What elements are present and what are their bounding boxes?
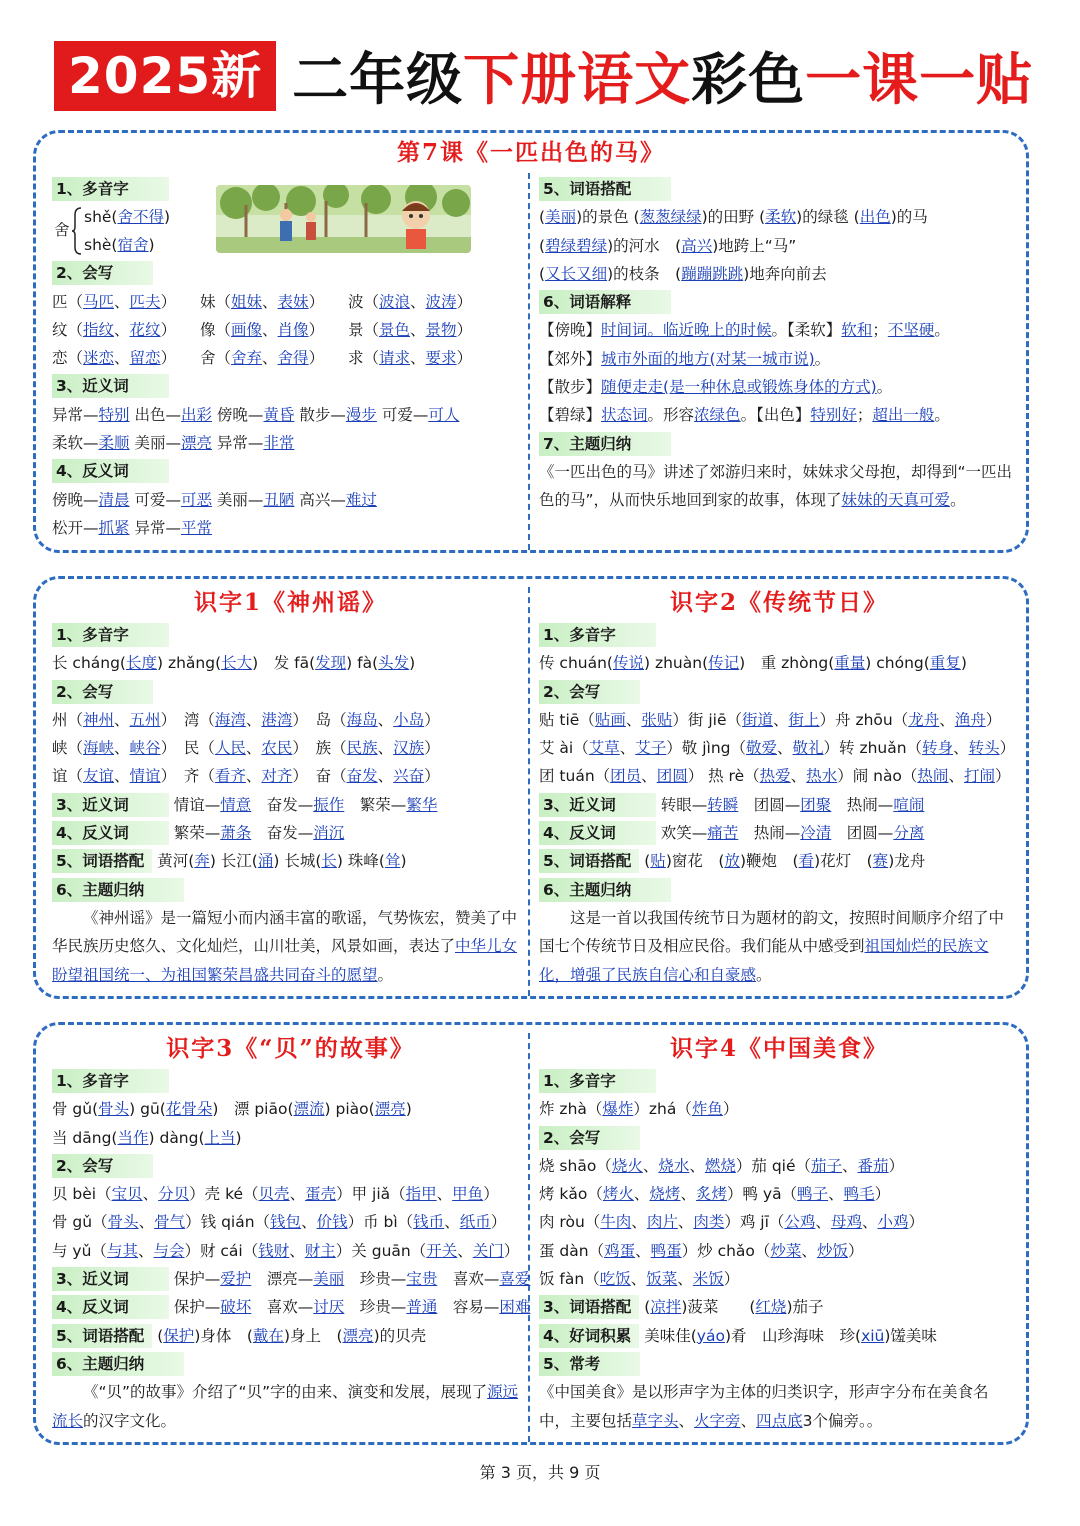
key-term: 祖国灿烂的民族文化，增强了民族自信心和自豪感 <box>539 937 989 984</box>
polyphone-line: 炸 zhà（爆炸）zhá（炸鱼） <box>539 1100 739 1119</box>
key-term: 清晨 <box>98 490 130 509</box>
section-heading: 6、主题归纳 <box>539 878 671 902</box>
key-term: 与会 <box>153 1241 185 1260</box>
key-term: 鸭蛋 <box>650 1241 682 1260</box>
key-term: 指纹 <box>83 320 115 339</box>
key-term: 海湾 <box>214 710 246 729</box>
writing-line: 团 tuán（团员、团圆） 热 rè（热爱、热水）闹 nào（热闹、打闹） <box>539 767 1011 786</box>
definition-line: 【散步】随便走走(是一种休息或锻炼身体的方式)。 <box>539 378 893 397</box>
key-term: 四点底 <box>756 1411 803 1430</box>
key-term: 炒菜 <box>770 1241 802 1260</box>
key-term: 景物 <box>425 320 457 339</box>
key-term: 爱护 <box>220 1270 252 1289</box>
section-heading: 3、词语搭配 <box>539 1295 639 1319</box>
literacy4-column: 识字4《中国美食》 1、多音字 炸 zhà（爆炸）zhá（炸鱼） 2、会写 烧 shāo（烧火、烧水、燃烧）茄 qié（茄子、番茄） 烤 kǎo（烤火、烧烤、炙烤）鸭 yā（鸭子、鸭毛） 肉 ròu（牛肉、肉片、肉类）鸡 jī（公鸡、母鸡、小鸡） 蛋 dàn（鸡蛋、鸭蛋）炒 chǎo（炒菜、炒饭） 饭 fàn（吃饭、饭菜、米饭） 3、词语搭配 (凉拌)菠菜 (红烧)茄子 4、好词积累 美味佳(yáo)肴 山珍海味 珍(xiū)馐美味 5、常考 《中国美食》是以形声字为主体的归类识字，形声字分布在美食名中，主要包括草字头、火字旁、四点底3个偏旁。。 <box>529 1025 1029 1442</box>
key-term: 团聚 <box>800 795 832 814</box>
key-term: 转身 <box>922 739 954 758</box>
key-term: 五州 <box>129 710 161 729</box>
theme-paragraph: 《神州谣》是一篇短小而内涵丰富的歌谣，气势恢宏，赞美了中华民族历史悠久、文化灿烂，山川壮美，风景如画，表达了中华儿女盼望祖国统一、为祖国繁荣昌盛共同奋斗的愿望。 <box>52 908 518 984</box>
writing-line: 烧 shāo（烧火、烧水、燃烧）茄 qié（茄子、番茄） <box>539 1156 905 1175</box>
key-term: 匹夫 <box>129 292 161 311</box>
definition-line: 【傍晚】时间词。临近晚上的时候。【柔软】软和；不坚硬。 <box>539 321 950 340</box>
key-term: 钱币 <box>413 1213 445 1232</box>
key-term: 情意 <box>220 795 252 814</box>
key-term: 转头 <box>968 739 1000 758</box>
key-term: 又长又细 <box>545 264 608 283</box>
key-term: 黄昏 <box>263 405 295 424</box>
page-header <box>54 40 1033 112</box>
collocation-line: (碧绿碧绿)的河水 (高兴)地跨上“马” <box>539 236 797 255</box>
key-term: 请求 <box>379 349 411 368</box>
key-term: 热水 <box>806 767 838 786</box>
key-term: 看齐 <box>214 767 246 786</box>
key-term: 冷清 <box>800 824 832 843</box>
section-heading: 4、反义词 <box>52 1295 169 1319</box>
key-term: 传记 <box>708 654 740 673</box>
section-heading: 4、反义词 <box>52 459 169 483</box>
writing-line: 峡（海峡、峡谷） 民（人民、农民） 族（民族、汉族） <box>52 739 440 758</box>
key-term: 可人 <box>428 405 460 424</box>
lesson7-writing-list <box>52 288 529 373</box>
key-term: 花纹 <box>129 320 161 339</box>
section-heading: 2、会写 <box>52 261 153 285</box>
section-heading: 4、好词积累 <box>539 1324 639 1348</box>
key-term: 漫步 <box>345 405 377 424</box>
key-term: 纸币 <box>459 1213 491 1232</box>
page-footer: 第 3 页，共 9 页 <box>479 1463 601 1482</box>
key-term: 舍得 <box>277 349 309 368</box>
lesson7-box <box>33 130 1029 553</box>
key-term: 牛肉 <box>600 1213 632 1232</box>
key-term: 吃饭 <box>599 1270 631 1289</box>
key-term: 骨头 <box>107 1213 139 1232</box>
key-term: 神州 <box>83 710 115 729</box>
collocation-line: (美丽)的景色 (葱葱绿绿)的田野 (柔软)的绿毯 (出色)的马 <box>539 208 928 227</box>
theme-paragraph: 《一匹出色的马》讲述了郊游归来时，妹妹求父母抱，却得到“一匹出色的马”，从而快乐地回到家的故事，体现了妹妹的天真可爱。 <box>539 462 1013 510</box>
key-term: 耸 <box>384 852 401 871</box>
section-heading: 3、近义词 <box>52 374 169 398</box>
key-term: 峡谷 <box>129 739 161 758</box>
key-term: 传说 <box>612 654 644 673</box>
key-term: 贴 <box>650 852 666 871</box>
key-term: 波浪 <box>379 292 411 311</box>
key-term: 丑陋 <box>263 490 295 509</box>
section-heading: 2、会写 <box>52 1154 153 1178</box>
writing-line: 与 yǔ（与其、与会）财 cái（钱财、财主）关 guān（开关、关门） <box>52 1241 520 1260</box>
brace-icon <box>72 207 82 255</box>
key-term: 破坏 <box>220 1298 252 1317</box>
key-term: 漂亮 <box>180 434 212 453</box>
section-heading: 1、多音字 <box>52 1069 169 1093</box>
key-term: 炙烤 <box>695 1185 727 1204</box>
writing-line: 烤 kǎo（烤火、烧烤、炙烤）鸭 yā（鸭子、鸭毛） <box>539 1185 891 1204</box>
key-term: 友谊 <box>83 767 115 786</box>
key-term: 港湾 <box>261 710 293 729</box>
theme-paragraph: 《“贝”的故事》介绍了“贝”字的由来、演变和发展，展现了源远流长的汉字文化。 <box>52 1383 519 1430</box>
key-term: 奋发 <box>346 767 378 786</box>
key-term: 肉类 <box>693 1213 725 1232</box>
key-term: 小鸡 <box>877 1213 909 1232</box>
key-term: 公鸡 <box>784 1213 816 1232</box>
key-term: 与其 <box>106 1241 138 1260</box>
key-term: 海峡 <box>83 739 115 758</box>
literacy2-column: 识字2《传统节日》 1、多音字 传 chuán(传说) zhuàn(传记) 重 zhòng(重量) chóng(重复) 2、会写 贴 tiē（贴画、张贴）街 jiē（街道、街上）舟 zhōu（龙舟、渔舟） 艾 ài（艾草、艾子）敬 jìng（敬爱、敬礼）转 zhuǎn（转身、转头） 团 tuán（团员、团圆） 热 rè（热爱、热水）闹 nào（热闹、打闹） 3、近义词 转眼—转瞬 团圆—团聚 热闹—喧闹 4、反义词 欢笑—痛苦 热闹—冷清 团圆—分离 5、词语搭配 (贴)窗花 (放)鞭炮 (看)花灯 (赛)龙舟 6、主题归纳 这是一首以我国传统节日为题材的韵文，按照时间顺序介绍了中国七个传统节日及相应民俗。我们能从中感受到祖国灿烂的民族文化，增强了民族自信心和自豪感。 <box>529 579 1029 996</box>
key-term: 蹦蹦跳跳 <box>681 264 744 283</box>
key-term: 烧烤 <box>649 1185 681 1204</box>
key-term: 汉族 <box>393 739 425 758</box>
key-term: 高兴 <box>681 236 713 255</box>
writing-line: 匹（马匹、匹夫） 妹（姐妹、表妹） 波（波浪、波涛） <box>52 292 473 311</box>
key-term: 涌 <box>257 852 274 871</box>
lesson7-title: 第7课《一匹出色的马》 <box>396 139 665 166</box>
key-term: 萧条 <box>220 824 252 843</box>
key-term: 火字旁 <box>694 1411 741 1430</box>
key-term: 分贝 <box>158 1185 190 1204</box>
writing-line: 恋（迷恋、留恋） 舍（舍弃、舍得） 求（请求、要求） <box>52 349 473 368</box>
polyphone-line: 长 cháng(长度) zhǎng(长大) 发 fā(发现) fà(头发) <box>52 654 416 673</box>
antonym-line: 松开—抓紧 异常—平常 <box>52 518 212 537</box>
key-term: 凉拌 <box>650 1298 682 1317</box>
key-term: 小岛 <box>393 710 425 729</box>
key-term: 骨气 <box>154 1213 186 1232</box>
key-term: 价钱 <box>316 1213 348 1232</box>
section-heading: 1、多音字 <box>52 177 169 201</box>
key-term: 平常 <box>180 518 212 537</box>
key-term: 骨头 <box>98 1100 130 1119</box>
key-term: 可恶 <box>180 490 212 509</box>
key-term: 热闹 <box>917 767 949 786</box>
key-term: 非常 <box>263 434 295 453</box>
key-term: 发现 <box>315 654 347 673</box>
writing-line: 骨 gǔ（骨头、骨气）钱 qián（钱包、价钱）币 bì（钱币、纸币） <box>52 1213 507 1232</box>
key-term: 城市外面的地方(对某一城市说) <box>601 349 815 368</box>
key-term: 热爱 <box>759 767 791 786</box>
section-heading: 7、主题归纳 <box>539 432 671 456</box>
key-term: 特别好 <box>810 406 857 425</box>
section-heading: 2、会写 <box>539 680 640 704</box>
section-heading: 3、近义词 <box>52 1267 169 1291</box>
key-term: 母鸡 <box>830 1213 862 1232</box>
key-term: 柔软 <box>765 208 797 227</box>
antonym-line: 傍晚—清晨 可爱—可恶 美丽—丑陋 高兴—难过 <box>52 490 377 509</box>
key-term: 街上 <box>788 710 820 729</box>
key-term: 爆炸 <box>602 1100 634 1119</box>
key-term: 贴画 <box>594 710 626 729</box>
key-term: 放 <box>724 852 740 871</box>
writing-line: 州（神州、五州） 湾（海湾、港湾） 岛（海岛、小岛） <box>52 710 440 729</box>
key-term: 抓紧 <box>98 518 130 537</box>
key-term: 长 <box>321 852 337 871</box>
key-term: 漂亮 <box>374 1100 406 1119</box>
key-term: 上当 <box>204 1128 236 1147</box>
section-heading: 4、反义词 <box>52 821 169 845</box>
polyphone-line: 当 dāng(当作) dàng(上当) <box>52 1128 242 1147</box>
section-heading: 1、多音字 <box>52 623 169 647</box>
key-term: 看 <box>798 852 815 871</box>
literacy2-title: 识字2《传统节日》 <box>669 589 888 616</box>
key-term: yáo <box>696 1326 725 1345</box>
key-term: 团员 <box>610 767 642 786</box>
key-term: 重量 <box>834 654 866 673</box>
key-term: 情谊 <box>129 767 161 786</box>
key-term: 贝壳 <box>258 1185 290 1204</box>
synonym-line: 异常—特别 出色—出彩 傍晚—黄昏 散步—漫步 可爱—可人 <box>52 405 460 424</box>
definition-line: 【碧绿】状态词。形容浓绿色。【出色】特别好；超出一般。 <box>539 406 950 425</box>
key-term: 困难 <box>499 1298 531 1317</box>
theme-paragraph: 《中国美食》是以形声字为主体的归类识字，形声字分布在美食名中，主要包括草字头、火字旁、四点底3个偏旁。。 <box>539 1383 989 1430</box>
key-term: 燃烧 <box>704 1156 736 1175</box>
key-term: 状态词 <box>601 406 648 425</box>
lesson7-right <box>529 133 1029 550</box>
writing-line: 纹（指纹、花纹） 像（画像、肖像） 景（景色、景物） <box>52 320 473 339</box>
key-term: 开关 <box>426 1241 458 1260</box>
section-heading: 2、会写 <box>539 1126 640 1150</box>
literacy34-box <box>33 1022 1029 1445</box>
literacy1-title: 识字1《神州谣》 <box>193 589 387 616</box>
key-term: 表妹 <box>277 292 309 311</box>
key-term: 宝贝 <box>111 1185 143 1204</box>
section-heading: 5、词语搭配 <box>539 177 671 201</box>
key-term: 振作 <box>313 795 345 814</box>
key-term: 出彩 <box>180 405 212 424</box>
key-term: 打闹 <box>963 767 995 786</box>
key-term: 长大 <box>221 654 253 673</box>
key-term: 出色 <box>859 208 891 227</box>
key-term: 漂亮 <box>342 1326 374 1345</box>
key-term: 甲鱼 <box>452 1185 484 1204</box>
key-term: 炸鱼 <box>691 1100 723 1119</box>
key-term: 不坚硬 <box>887 321 935 340</box>
key-term: 炒饭 <box>816 1241 848 1260</box>
key-term: 对齐 <box>261 767 293 786</box>
section-heading: 5、常考 <box>539 1352 640 1376</box>
key-term: 民族 <box>346 739 378 758</box>
polyphone-line: 传 chuán(传说) zhuàn(传记) 重 zhòng(重量) chóng(重复) <box>539 654 967 673</box>
key-term: 关门 <box>472 1241 504 1260</box>
key-term: 特别 <box>98 405 130 424</box>
key-term: 浓绿色 <box>694 406 741 425</box>
key-term: 农民 <box>261 739 293 758</box>
key-term: 戴在 <box>252 1326 284 1345</box>
key-term: 漂流 <box>293 1100 325 1119</box>
definition-line: 【郊外】城市外面的地方(对某一城市说)。 <box>539 349 831 368</box>
key-term: 美丽 <box>313 1270 345 1289</box>
key-term: 指甲 <box>405 1185 437 1204</box>
key-term: 软和 <box>841 321 873 340</box>
key-term: 海岛 <box>346 710 378 729</box>
key-term: 留恋 <box>129 349 161 368</box>
writing-line: 艾 ài（艾草、艾子）敬 jìng（敬爱、敬礼）转 zhuǎn（转身、转头） <box>539 739 1016 758</box>
writing-line: 贴 tiē（贴画、张贴）街 jiē（街道、街上）舟 zhōu（龙舟、渔舟） <box>539 710 1002 729</box>
key-term: 渔舟 <box>954 710 986 729</box>
literacy3-column: 识字3《“贝”的故事》 1、多音字 骨 gǔ(骨头) gū(花骨朵) 漂 piāo(漂流) piào(漂亮) 当 dāng(当作) dàng(上当) 2、会写 贝 bèi（宝贝、分贝）壳 ké（贝壳、蛋壳）甲 jiǎ（指甲、甲鱼） 骨 gǔ（骨头、骨气）钱 qián（钱包、价钱）币 bì（钱币、纸币） 与 yǔ（与其、与会）财 cái（钱财、财主）关 guān（开关、关门） 3、近义词 保护—爱护 漂亮—美丽 珍贵—宝贵 喜欢—喜爱 4、反义词 保护—破坏 喜欢—讨厌 珍贵—普通 容易—困难 5、词语搭配 (保护)身体 (戴在)身上 (漂亮)的贝壳 6、主题归纳 《“贝”的故事》介绍了“贝”字的由来、演变和发展，展现了源远流长的汉字文化。 <box>36 1025 529 1442</box>
key-term: 美丽 <box>545 208 577 227</box>
key-term: 团圆 <box>656 767 688 786</box>
key-term: 敬爱 <box>745 739 777 758</box>
section-heading: 3、近义词 <box>52 793 169 817</box>
writing-line: 贝 bèi（宝贝、分贝）壳 ké（贝壳、蛋壳）甲 jiǎ（指甲、甲鱼） <box>52 1185 499 1204</box>
polyphone-line: 骨 gǔ(骨头) gū(花骨朵) 漂 piāo(漂流) piào(漂亮) <box>52 1100 412 1119</box>
key-term: 马匹 <box>83 292 115 311</box>
key-term: 烤火 <box>602 1185 634 1204</box>
writing-line: 蛋 dàn（鸡蛋、鸭蛋）炒 chǎo（炒菜、炒饭） <box>539 1241 864 1260</box>
writing-line: 谊（友谊、情谊） 齐（看齐、对齐） 奋（奋发、兴奋） <box>52 767 440 786</box>
key-term: 饭菜 <box>646 1270 678 1289</box>
key-term: 肉片 <box>646 1213 678 1232</box>
key-term: 红烧 <box>755 1298 787 1317</box>
key-term: 迷恋 <box>83 349 115 368</box>
literacy12-box <box>33 576 1029 999</box>
section-heading: 2、会写 <box>52 680 153 704</box>
lesson7-left <box>36 133 529 550</box>
key-term: 舍弃 <box>231 349 263 368</box>
literacy1-column: 识字1《神州谣》 1、多音字 长 cháng(长度) zhǎng(长大) 发 fā(发现) fà(头发) 2、会写 州（神州、五州） 湾（海湾、港湾） 岛（海岛、小岛） 峡（海峡、峡谷） 民（人民、农民） 族（民族、汉族） 谊（友谊、情谊） 齐（看齐、对齐） 奋（奋发、兴奋） 3、近义词 情谊—情意 奋发—振作 繁荣—繁华 4、反义词 繁荣—萧条 奋发—消沉 5、词语搭配 黄河(奔) 长江(涌) 长城(长) 珠峰(耸) 6、主题归纳 《神州谣》是一篇短小而内涵丰富的歌谣，气势恢宏，赞美了中华民族历史悠久、文化灿烂，山川壮美，风景如画，表达了中华儿女盼望祖国统一、为祖国繁荣昌盛共同奋斗的愿望。 <box>36 579 529 996</box>
key-term: 妹妹的天真可爱 <box>841 491 951 510</box>
key-term: 米饭 <box>692 1270 724 1289</box>
key-term: 分离 <box>893 824 925 843</box>
key-term: 超出一般 <box>872 406 935 425</box>
literacy4-title: 识字4《中国美食》 <box>669 1035 888 1062</box>
key-term: 奔 <box>194 852 210 871</box>
key-term: 蛋壳 <box>305 1185 337 1204</box>
key-term: 要求 <box>425 349 457 368</box>
literacy3-title: 识字3《“贝”的故事》 <box>166 1035 415 1062</box>
theme-paragraph: 这是一首以我国传统节日为题材的韵文，按照时间顺序介绍了中国七个传统节日及相应民俗。我们能从中感受到祖国灿烂的民族文化，增强了民族自信心和自豪感。 <box>539 908 1005 984</box>
section-heading: 1、多音字 <box>539 623 656 647</box>
key-term: 草字头 <box>632 1411 679 1430</box>
writing-line: 肉 ròu（牛肉、肉片、肉类）鸡 jī（公鸡、母鸡、小鸡） <box>539 1213 924 1232</box>
key-term: 时间词。临近晚上的时候 <box>601 321 772 340</box>
key-term: 肖像 <box>277 320 309 339</box>
key-term: 源远流长 <box>52 1383 519 1430</box>
key-term: 繁华 <box>406 795 438 814</box>
key-term: 人民 <box>214 739 246 758</box>
key-term: 头发 <box>378 654 410 673</box>
key-term: 龙舟 <box>908 710 940 729</box>
key-term: 姐妹 <box>231 292 263 311</box>
section-heading: 3、近义词 <box>539 793 656 817</box>
key-term: 鸭毛 <box>843 1185 875 1204</box>
key-term: 街道 <box>741 710 773 729</box>
key-term: 难过 <box>345 490 377 509</box>
writing-line: 饭 fàn（吃饭、饭菜、米饭） <box>539 1270 740 1289</box>
key-term: 柔顺 <box>98 434 130 453</box>
polyphone-she: 舍 shě(舍不得) shè(宿舍) <box>54 208 171 255</box>
key-term: 喧闹 <box>893 795 925 814</box>
key-term: 葱葱绿绿 <box>639 208 702 227</box>
key-term: xiū <box>861 1326 885 1345</box>
key-term: 碧绿碧绿 <box>545 236 608 255</box>
key-term: 中华儿女盼望祖国统一、为祖国繁荣昌盛共同奋斗的愿望 <box>52 937 518 984</box>
key-term: 敬礼 <box>792 739 824 758</box>
section-heading: 5、词语搭配 <box>539 849 639 873</box>
key-term: 花骨朵 <box>165 1100 213 1119</box>
key-term: 艾草 <box>588 739 620 758</box>
key-term: 喜爱 <box>499 1270 531 1289</box>
key-term: 痛苦 <box>707 824 739 843</box>
key-term: 艾子 <box>635 739 667 758</box>
key-term: 当作 <box>117 1128 149 1147</box>
key-term: 长度 <box>125 654 157 673</box>
key-term: 随便走走(是一种休息或锻炼身体的方式) <box>601 378 877 397</box>
key-term: 张贴 <box>641 710 673 729</box>
key-term: 重复 <box>929 654 961 673</box>
key-term: 茄子 <box>811 1156 843 1175</box>
key-term: 赛 <box>872 852 889 871</box>
year-badge: 2025新 <box>54 41 276 111</box>
section-heading: 5、词语搭配 <box>52 1324 152 1348</box>
key-term: 鸭子 <box>797 1185 829 1204</box>
key-term: 番茄 <box>857 1156 889 1175</box>
page-title: 二年级下册语文彩色一课一贴 <box>292 47 1034 113</box>
section-heading: 6、主题归纳 <box>52 1352 184 1376</box>
key-term: 消沉 <box>313 824 345 843</box>
key-term: 鸡蛋 <box>604 1241 636 1260</box>
collocation-line: (又长又细)的枝条 (蹦蹦跳跳)地奔向前去 <box>539 264 827 283</box>
key-term: 钱包 <box>270 1213 302 1232</box>
section-heading: 5、词语搭配 <box>52 849 152 873</box>
key-term: 波涛 <box>425 292 457 311</box>
synonym-line: 柔软—柔顺 美丽—漂亮 异常—非常 <box>52 434 295 453</box>
key-term: 宝贵 <box>406 1270 438 1289</box>
key-term: 保护 <box>163 1326 195 1345</box>
key-term: 画像 <box>231 320 263 339</box>
key-term: 财主 <box>304 1241 336 1260</box>
key-term: 景色 <box>379 320 411 339</box>
key-term: 兴奋 <box>393 767 425 786</box>
section-heading: 1、多音字 <box>539 1069 656 1093</box>
key-term: 烧水 <box>658 1156 690 1175</box>
section-heading: 6、主题归纳 <box>52 878 184 902</box>
key-term: 普通 <box>406 1298 438 1317</box>
illustration-image <box>216 185 471 253</box>
key-term: 钱财 <box>258 1241 290 1260</box>
key-term: 烧火 <box>611 1156 643 1175</box>
key-term: 转瞬 <box>707 795 739 814</box>
section-heading: 6、词语解释 <box>539 290 671 314</box>
section-heading: 4、反义词 <box>539 821 656 845</box>
key-term: 讨厌 <box>313 1298 345 1317</box>
